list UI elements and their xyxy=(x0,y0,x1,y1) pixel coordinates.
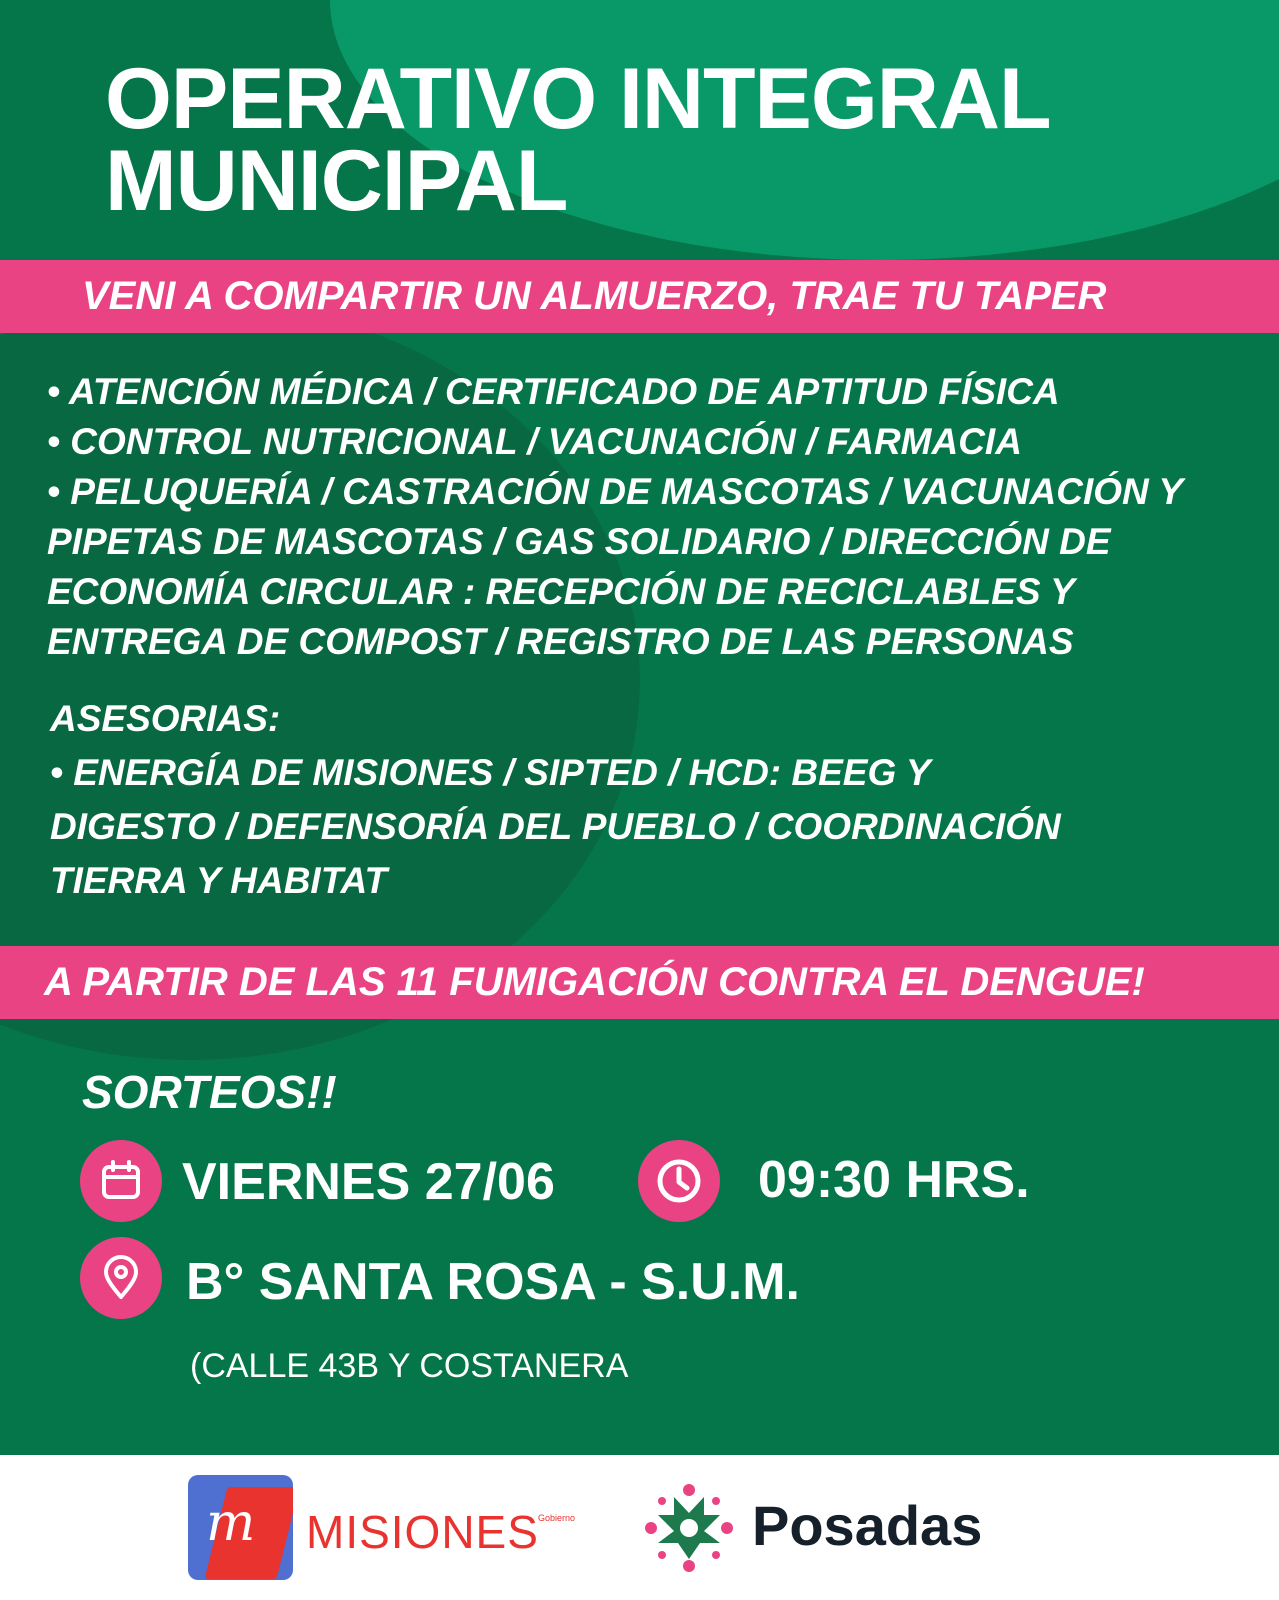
services-line: ENTREGA DE COMPOST / REGISTRO DE LAS PERSONAS xyxy=(47,621,1074,662)
footer xyxy=(0,1455,1279,1600)
event-time: 09:30 HRS. xyxy=(758,1151,1030,1209)
misiones-wordmark: MISIONES xyxy=(306,1506,539,1558)
services-line: ECONOMÍA CIRCULAR : RECEPCIÓN DE RECICLABLES Y xyxy=(47,571,1075,612)
misiones-wordmark-small: Gobierno xyxy=(538,1513,576,1523)
event-address: (CALLE 43B Y COSTANERA xyxy=(190,1347,629,1385)
clock-icon xyxy=(638,1140,720,1222)
page-title xyxy=(105,51,1205,229)
misiones-logo: m xyxy=(188,1475,293,1580)
asesorias-heading: ASESORIAS: xyxy=(50,698,281,739)
calendar-icon xyxy=(80,1140,162,1222)
event-place: B° SANTA ROSA - S.U.M. xyxy=(186,1253,800,1311)
title-line-1: OPERATIVO INTEGRAL xyxy=(105,51,1051,147)
title-line-2: MUNICIPAL xyxy=(105,133,568,229)
lunch-banner: VENI A COMPARTIR UN ALMUERZO, TRAE TU TAPER xyxy=(0,260,1279,333)
location-pin-icon xyxy=(80,1237,162,1319)
event-date: VIERNES 27/06 xyxy=(182,1153,555,1211)
services-line: • ATENCIÓN MÉDICA / CERTIFICADO DE APTITUD FÍSICA xyxy=(47,371,1060,412)
posadas-wordmark: Posadas xyxy=(752,1494,983,1557)
services-list xyxy=(47,367,1247,667)
asesorias-section xyxy=(50,692,1200,908)
services-line: • PELUQUERÍA / CASTRACIÓN DE MASCOTAS / VACUNACIÓN Y xyxy=(47,471,1184,512)
services-line: • CONTROL NUTRICIONAL / VACUNACIÓN / FARMACIA xyxy=(47,421,1022,462)
asesorias-line: DIGESTO / DEFENSORÍA DEL PUEBLO / COORDINACIÓN xyxy=(50,806,1061,847)
sorteos-heading: SORTEOS!! xyxy=(82,1066,337,1118)
services-line: PIPETAS DE MASCOTAS / GAS SOLIDARIO / DIRECCIÓN DE xyxy=(47,521,1111,562)
dengue-banner: A PARTIR DE LAS 11 FUMIGACIÓN CONTRA EL DENGUE! xyxy=(0,946,1279,1019)
posadas-logo-icon xyxy=(644,1483,734,1573)
asesorias-line: • ENERGÍA DE MISIONES / SIPTED / HCD: BEEG Y xyxy=(50,752,931,793)
asesorias-line: TIERRA Y HABITAT xyxy=(50,860,388,901)
